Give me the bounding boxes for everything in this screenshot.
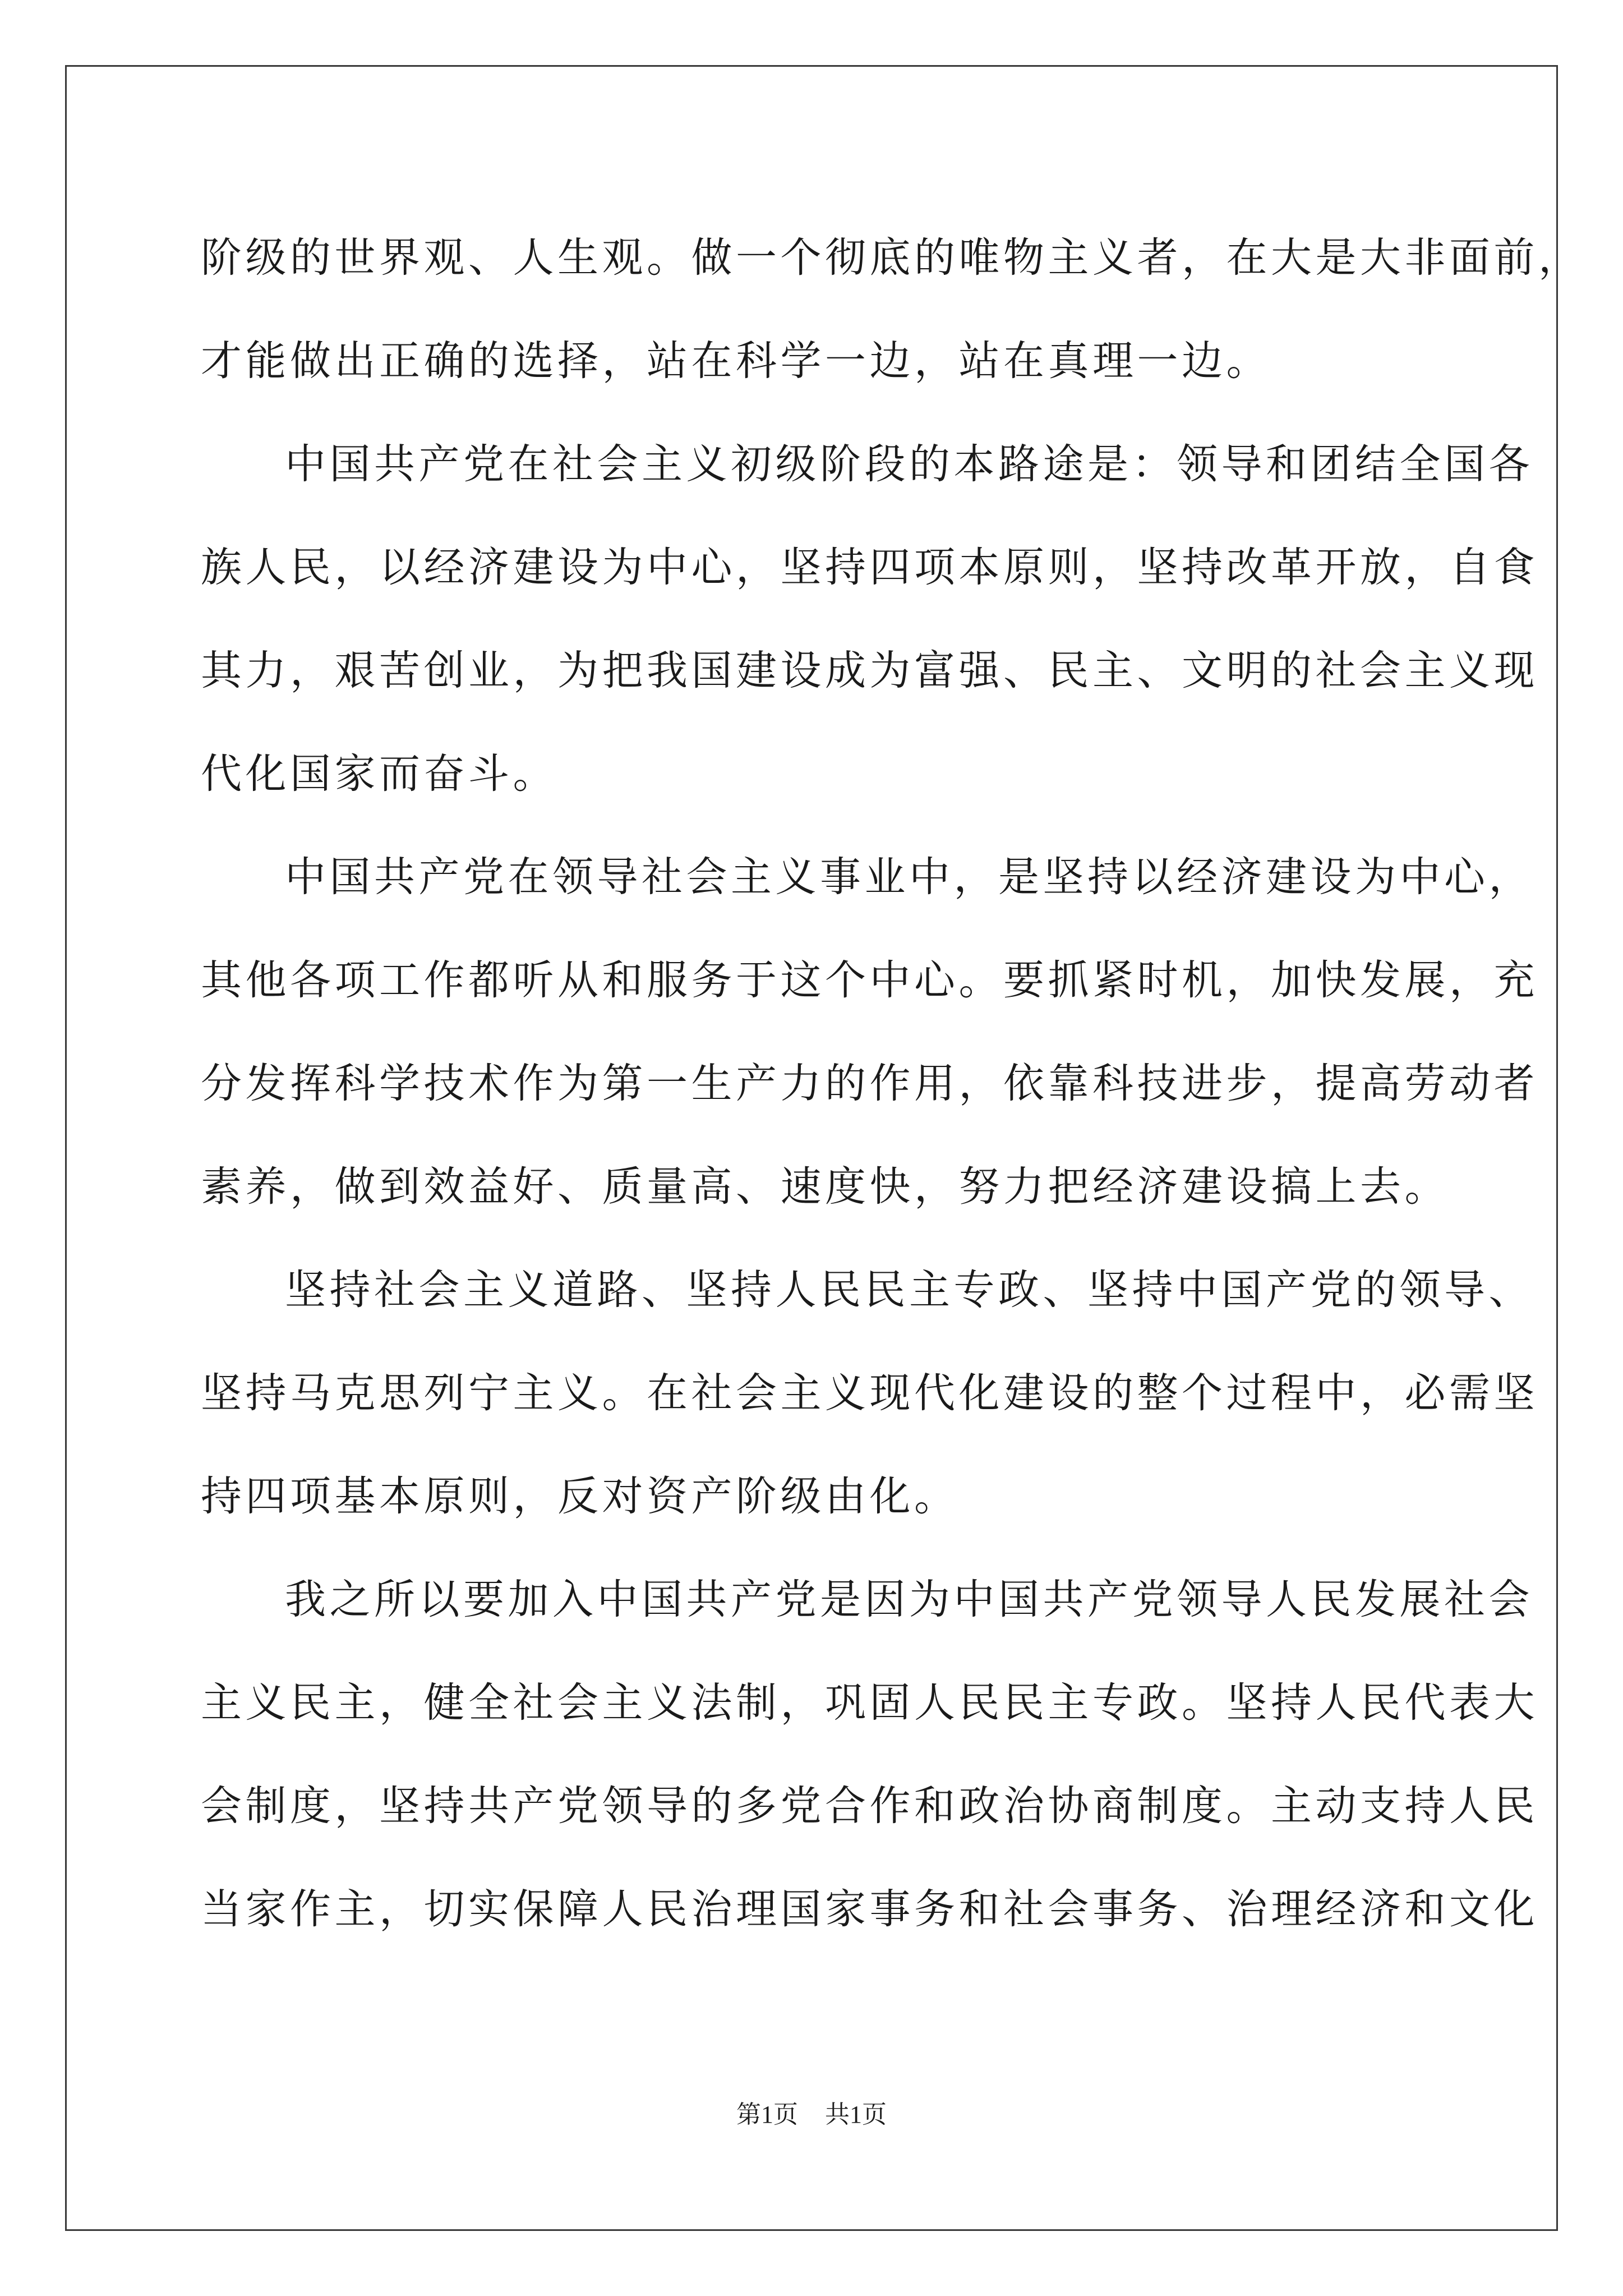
text-line: 中国共产党在领导社会主义事业中，是坚持以经济建设为中心， [285,853,1533,901]
page-number: 第1页 [736,2101,798,2128]
text-line: 当家作主，切实保障人民治理国家事务和社会事务、治理经济和文化 [201,1885,1538,1933]
text-line: 中国共产党在社会主义初级阶段的本路途是：领导和团结全国各 [285,440,1533,488]
text-line: 其他各项工作都听从和服务于这个中心。要抓紧时机，加快发展，充 [201,956,1538,1004]
text-line: 其力，艰苦创业，为把我国建设成为富强、民主、文明的社会主义现 [201,647,1538,694]
page-footer [0,2098,1623,2132]
text-line: 阶级的世界观、人生观。做一个彻底的唯物主义者，在大是大非面前， [201,234,1583,282]
page-total: 共1页 [825,2101,887,2128]
text-line: 主义民主，健全社会主义法制，巩固人民民主专政。坚持人民代表大 [201,1679,1538,1727]
text-line: 持四项基本原则，反对资产阶级由化。 [201,1473,959,1520]
text-line: 我之所以要加入中国共产党是因为中国共产党领导人民发展社会 [285,1576,1533,1623]
text-line: 素养，做到效益好、质量高、速度快，努力把经济建设搞上去。 [201,1163,1449,1211]
text-line: 才能做出正确的选择，站在科学一边，站在真理一边。 [201,337,1271,385]
text-line: 族人民，以经济建设为中心，坚持四项本原则，坚持改革开放，自食 [201,544,1538,591]
document-body [201,206,1583,1961]
text-line: 代化国家而奋斗。 [201,750,557,798]
text-line: 会制度，坚持共产党领导的多党合作和政治协商制度。主动支持人民 [201,1782,1538,1830]
text-line: 分发挥科学技术作为第一生产力的作用，依靠科技进步，提高劳动者 [201,1060,1538,1107]
text-line: 坚持社会主义道路、坚持人民民主专政、坚持中国产党的领导、 [285,1266,1533,1314]
text-line: 坚持马克思列宁主义。在社会主义现代化建设的整个过程中，必需坚 [201,1369,1538,1417]
